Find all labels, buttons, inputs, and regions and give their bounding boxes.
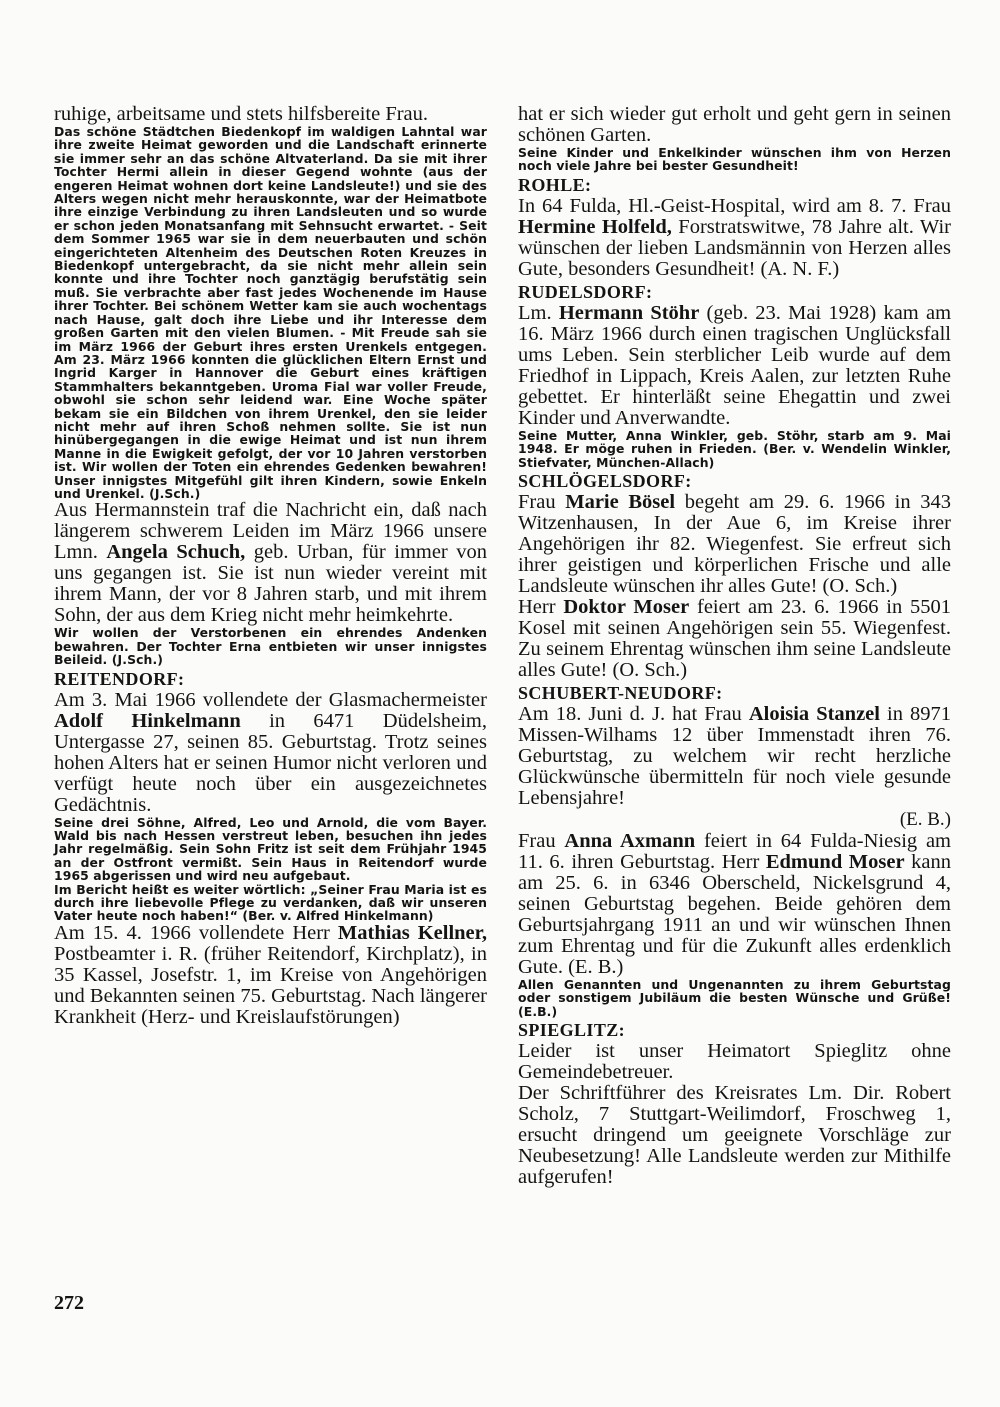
paragraph: Herr Doktor Moser feiert am 23. 6. 1966 in 5501 Kosel mit seinen Angehörigen sein 55. Wiegenfest. Zu seinem Ehrentag wünschen ihm seine Landsleute alles Gute! (O. Sch.): [518, 596, 952, 682]
person-name: Mathias Kellner,: [337, 921, 487, 944]
section-heading-schubert-neudorf: SCHUBERT-NEUDORF:: [518, 683, 723, 704]
section-heading-reitendorf: REITENDORF:: [54, 668, 185, 689]
paragraph: Frau Marie Bösel begeht am 29. 6. 1966 in 343 Witzenhausen, In der Aue 6, im Kreise ihrer Angehörigen ihr 82. Wiegenfest. Sie erfreut sich ihrer geistigen und körperlichen Frische und alle Landsleute wünschen ihr alles Gute! (O. Sch.): [518, 491, 951, 598]
page-number: 272: [54, 1292, 84, 1314]
person-name: Doktor Moser: [563, 596, 690, 619]
paragraph: Leider ist unser Heimatort Spieglitz ohne Gemeindebetreuer.: [518, 1040, 951, 1084]
section-heading-schloegelsdorf: SCHLÖGELSDORF:: [518, 471, 692, 492]
paragraph: Lm. Hermann Stöhr (geb. 23. Mai 1928) kam am 16. März 1966 durch einen tragischen Unglücksfall ums Leben. Sein sterblicher Leib wurde auf dem Friedhof in Lippach, Kreis Aalen, zur letzten Ruhe gebettet. Er hinterläßt seine Ehegattin und zwei Kinder und Anverwandte.: [518, 301, 952, 429]
paragraph-small: Seine Mutter, Anna Winkler, geb. Stöhr, starb am 9. Mai 1948. Er möge ruhen in Frieden. (Ber. v. Wendelin Winkler, Stiefvater, München-Allach): [518, 427, 951, 470]
paragraph: Der Schriftführer des Kreisrates Lm. Dir. Robert Scholz, 7 Stuttgart-Weilimdorf, Froschweg 1, ersucht dringend um geeignete Vorschläge zur Neubesetzung! Alle Landsleute werden zur Mithilfe aufgerufen!: [518, 1082, 951, 1189]
left-column: [54, 104, 487, 1028]
paragraph: Am 15. 4. 1966 vollendete Herr Mathias Kellner, Postbeamter i. R. (früher Reitendorf, Kirchplatz), in 35 Kassel, Josefstr. 1, im Kreise von Angehörigen und Bekannten seinen 75. Geburtstag. Nach längerer Krankheit (Herz- und Kreislaufstörungen): [54, 921, 487, 1028]
paragraph-small: Seine drei Söhne, Alfred, Leo und Arnold, die vom Bayer. Wald bis nach Hessen verstreut leben, besuchen ihn jedes Jahr regelmäßig. Sein Sohn Fritz ist seit dem Frühjahr 1945 an der Ostfront vermißt. Sein Haus in Reitendorf wurde 1965 abgerissen und wird neu aufgebaut.: [54, 814, 487, 884]
paragraph-small: Allen Genannten und Ungenannten zu ihrem Geburtstag oder sonstigem Jubiläum die besten Wünsche und Grüße! (E.B.): [518, 977, 951, 1019]
person-name: Anna Axmann: [564, 830, 696, 853]
person-name: Angela Schuch,: [106, 541, 246, 564]
paragraph: Am 3. Mai 1966 vollendete der Glasmachermeister Adolf Hinkelmann in 6471 Düdelsheim, Untergasse 27, seinen 85. Geburtstag. Trotz seines hohen Alters hat er seinen Humor nicht verloren und verfügt heute noch über ein ausgezeichnetes Gedächtnis.: [54, 688, 487, 816]
paragraph: Aus Hermannstein traf die Nachricht ein, daß nach längerem schwerem Leiden im März 1966 unsere Lmn. Angela Schuch, geb. Urban, für immer von uns gegangen ist. Sie ist nun wieder vereint mit ihrem Mann, der vor 8 Jahren starb, und mit ihrem Sohn, der aus dem Krieg nicht mehr heimkehrte.: [54, 499, 488, 627]
paragraph: ruhige, arbeitsame und stets hilfsbereite Frau.: [54, 103, 429, 125]
paragraph: Frau Anna Axmann feiert in 64 Fulda-Niesig am 11. 6. ihren Geburtstag. Herr Edmund Moser kann am 25. 6. in 6346 Oberscheld, Nickelsgrund 4, seinen Geburtstag begehen. Beide gehören dem Geburtsjahrgang 1911 an und wir wünschen Ihnen zum Ehrentag und für die Zukunft alles erdenklich Gute. (E. B.): [518, 830, 952, 979]
paragraph-small: Seine Kinder und Enkelkinder wünschen ihm von Herzen noch viele Jahre bei bester Gesundheit!: [518, 145, 951, 174]
paragraph: hat er sich wieder gut erholt und geht gern in seinen schönen Garten.: [518, 103, 951, 146]
section-heading-rudelsdorf: RUDELSDORF:: [518, 281, 653, 302]
person-name: Aloisia Stanzel: [748, 703, 880, 726]
section-heading-spieglitz: SPIEGLITZ:: [518, 1020, 626, 1041]
paragraph-small: Das schöne Städtchen Biedenkopf im waldigen Lahntal war ihre zweite Heimat geworden und die Landschaft erinnerte sie immer sehr an das schöne Altvaterland. Da sie mit ihrer Tochter Hermi allein in dieser Gegend wohnte (aus der engeren Heimat wohnen dort keine Landsleute!) und sie des Alters wegen nicht mehr herauskonnte, war der Heimatbote ihre einzige Verbindung zu ihren Landsleuten und so wurde er schon jeden Monatsanfang mit Sehnsucht erwartet. - Seit dem Sommer 1965 war sie in dem neuerbauten und schön eingerichteten Altenheim des Deutschen Roten Kreuzes in Biedenkopf untergebracht, da sie nicht mehr allein sein konnte und ihre Tochter noch ganztägig berufstätig sein muß. Sie verbrachte aber fast jedes Wochenende im Hause ihrer Tochter. Bei schönem Wetter kam sie auch wochentags nach Hause, galt doch ihre Liebe und ihr Interesse dem großen Garten mit den vielen Blumen. - Mit Freude sah sie im März 1966 der Geburt ihres ersten Urenkels entgegen. Am 23. März 1966 konnten die glücklichen Eltern Ernst und Ingrid Karger in Hannover die Geburt eines kräftigen Stammhalters bekanntgeben. Uroma Fial war voller Freude, obwohl sie schon sehr leidend war. Eine Woche später bekam sie ein Bildchen von ihrem Urenkel, den sie leider nicht mehr auf ihren Schoß nehmen sollte. Sie ist nun hinübergegangen in die ewige Heimat und ist nun ihrem Manne in die Ewigkeit gefolgt, der vor 10 Jahren verstorben ist. Wir wollen der Toten ein ehrendes Gedenken bewahren! Unser innigstes Mitgefühl gilt ihren Kindern, sowie Enkeln und Urenkel. (J.Sch.): [54, 124, 487, 501]
author-signature: (E. B.): [899, 809, 951, 831]
person-name: Edmund Moser: [765, 851, 905, 874]
paragraph: Am 18. Juni d. J. hat Frau Aloisia Stanzel in 8971 Missen-Wilhams 12 über Immenstadt ihren 76. Geburtstag, zu welchem wir recht herzliche Glückwünsche übermitteln für noch viele gesunde Lebensjahre!: [518, 703, 951, 810]
right-column: [518, 104, 951, 1188]
paragraph-small: Wir wollen der Verstorbenen ein ehrendes Andenken bewahren. Der Tochter Erna entbieten wir unser innigstes Beileid. (J.Sch.): [54, 625, 487, 668]
person-name: Hermine Holfeld,: [518, 215, 672, 238]
section-heading-rohle: ROHLE:: [518, 174, 592, 195]
person-name: Marie Bösel: [565, 491, 676, 514]
person-name: Hermann Stöhr: [558, 301, 700, 324]
paragraph-small: Im Bericht heißt es weiter wörtlich: „Seiner Frau Maria ist es durch ihre liebevolle Pflege zu verdanken, daß wir unseren Vater heute noch haben!“ (Ber. v. Alfred Hinkelmann): [54, 881, 487, 924]
person-name: Adolf Hinkelmann: [54, 709, 241, 732]
paragraph: In 64 Fulda, Hl.-Geist-Hospital, wird am 8. 7. Frau Hermine Holfeld, Forstratswitwe, 78 Jahre alt. Wir wünschen der lieben Landsmännin von Herzen alles Gute, besonders Gesundheit! (A. N. F.): [518, 194, 951, 280]
